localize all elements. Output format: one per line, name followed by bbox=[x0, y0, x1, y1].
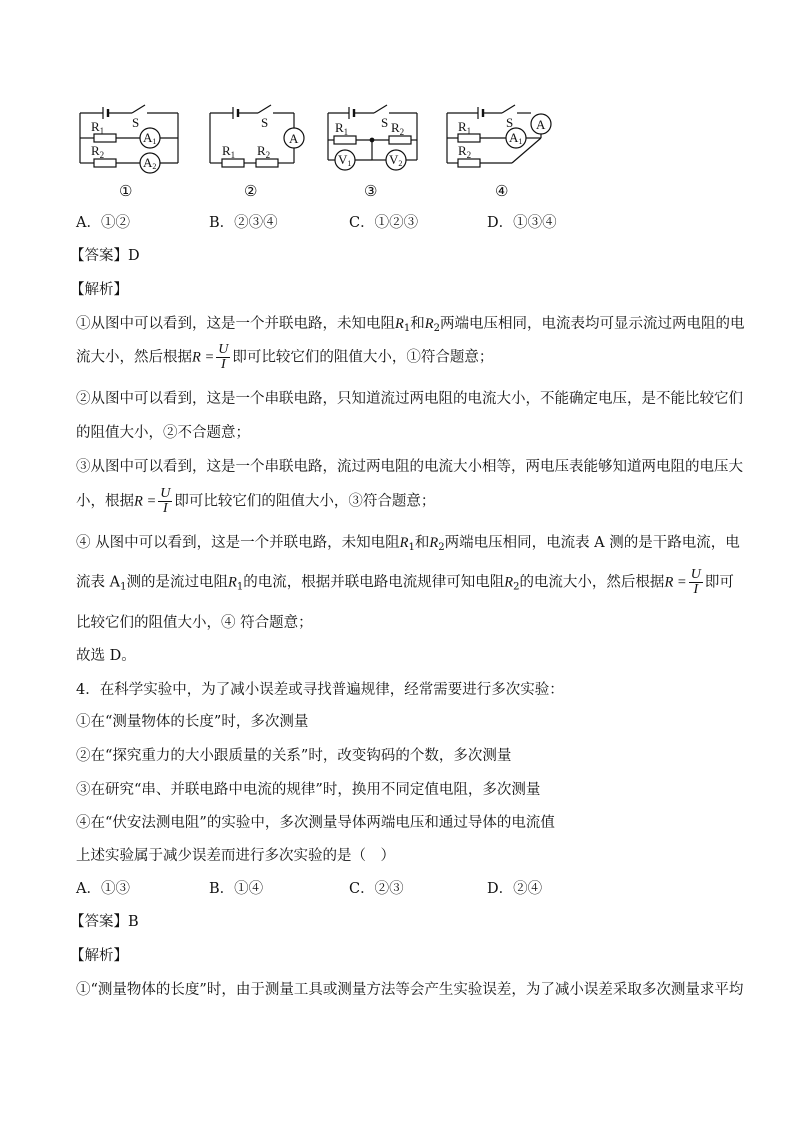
q3-analysis-p4-line1: ④ 从图中可以看到，这是一个并联电路，未知电阻$R_1$和$R_2$两端电压相同，电流表 A 测的是干路电流，电 bbox=[76, 535, 740, 553]
q3-answer: 【答案】D bbox=[70, 248, 140, 264]
q4-item-1: ①在“测量物体的长度”时，多次测量 bbox=[76, 714, 309, 730]
q4-item-2: ②在“探究重力的大小跟质量的关系”时，改变钩码的个数，多次测量 bbox=[76, 748, 512, 764]
q4-stem: 4．在科学实验中，为了减小误差或寻找普遍规律，经常需要进行多次实验： bbox=[76, 682, 564, 698]
c1-a2-label: A2 bbox=[143, 155, 157, 171]
q3-option-c: C．①②③ bbox=[349, 215, 419, 231]
c4-r2-label: $R_2$ bbox=[458, 143, 472, 160]
c1-a1-label: A1 bbox=[143, 130, 157, 146]
circuit-label-3: ③ bbox=[364, 184, 378, 200]
q4-option-d: D．②④ bbox=[487, 881, 543, 897]
circuit-1 bbox=[80, 105, 178, 173]
c1-switch-label: S bbox=[132, 115, 140, 130]
q4-option-c: C．②③ bbox=[349, 881, 404, 897]
q4-question: 上述实验属于减少误差而进行多次实验的是（ ） bbox=[76, 848, 395, 864]
c1-r2-label: $R_2$ bbox=[91, 143, 105, 160]
q3-analysis-p3-line2: 小，根据R = $\frac{U}{I}$ 即可比较它们的阻值大小，③符合题意； bbox=[76, 486, 436, 516]
q3-analysis-p1-line2: 流大小，然后根据R = $\frac{U}{I}$ 即可比较它们的阻值大小，①符合题意； bbox=[76, 342, 494, 372]
circuit-label-1: ① bbox=[119, 184, 133, 200]
circuit-label-2: ② bbox=[244, 184, 258, 200]
q3-analysis-p3-line1: ③从图中可以看到，这是一个串联电路，流过两电阻的电流大小相等，两电压表能够知道两电阻的电压大 bbox=[76, 459, 743, 475]
q3-analysis-p1-line1: ①从图中可以看到，这是一个并联电路，未知电阻$R_1$和$R_2$两端电压相同，电流表均可显示流过两电阻的电 bbox=[76, 316, 745, 334]
c2-r1-label: $R_1$ bbox=[222, 143, 236, 160]
q4-item-4: ④在“伏安法测电阻”的实验中，多次测量导体两端电压和通过导体的电流值 bbox=[76, 815, 555, 831]
q3-analysis-title: 【解析】 bbox=[70, 282, 128, 298]
q4-option-b: B．①④ bbox=[209, 881, 264, 897]
c3-r1-label: $R_1$ bbox=[335, 120, 349, 137]
q4-analysis-line1: ①“测量物体的长度”时，由于测量工具或测量方法等会产生实验误差，为了减小误差采取多次测量求平均 bbox=[76, 982, 744, 998]
q3-option-a: A．①② bbox=[76, 215, 130, 231]
c4-switch-label: S bbox=[506, 115, 514, 130]
q3-analysis-p2-line1: ②从图中可以看到，这是一个串联电路，只知道流过两电阻的电流大小，不能确定电压，是不能比较它们 bbox=[76, 391, 743, 407]
c4-a1-label: A1 bbox=[509, 130, 523, 146]
q3-analysis-p2-line2: 的阻值大小，②不合题意； bbox=[76, 425, 250, 441]
q4-answer: 【答案】B bbox=[70, 914, 139, 930]
q3-option-d: D．①③④ bbox=[487, 215, 557, 231]
formula-fraction: $\frac{U}{I}$ bbox=[218, 342, 229, 372]
q3-conclusion: 故选 D。 bbox=[76, 648, 136, 664]
c2-switch-label: S bbox=[261, 115, 269, 130]
q4-item-3: ③在研究“串、并联电路中电流的规律”时，换用不同定值电阻，多次测量 bbox=[76, 782, 541, 798]
q3-option-b: B．②③④ bbox=[209, 215, 278, 231]
circuit-diagrams bbox=[0, 90, 794, 200]
c2-a-label: A bbox=[289, 131, 299, 146]
c4-a-label: A bbox=[536, 117, 546, 132]
c3-switch-label: S bbox=[381, 115, 389, 130]
q3-analysis-p4-line3: 比较它们的阻值大小，④ 符合题意； bbox=[76, 615, 313, 631]
q4-option-a: A．①③ bbox=[76, 881, 130, 897]
q3-analysis-p4-line2: 流表 $A_1$测的是流过电阻$R_1$的电流，根据并联电路电流规律可知电阻$R_2$的电流大小，然后根据R = $\frac{U}{I}$ 即可 bbox=[76, 567, 734, 597]
c3-v2-label: V2 bbox=[389, 152, 403, 168]
c4-r1-label: $R_1$ bbox=[458, 119, 472, 136]
c2-r2-label: $R_2$ bbox=[257, 143, 271, 160]
c3-v1-label: V1 bbox=[338, 152, 352, 168]
c3-r2-label: $R_2$ bbox=[391, 120, 405, 137]
circuit-label-4: ④ bbox=[495, 184, 509, 200]
q4-analysis-title: 【解析】 bbox=[70, 948, 128, 964]
c1-r1-label: $R_1$ bbox=[91, 119, 105, 136]
